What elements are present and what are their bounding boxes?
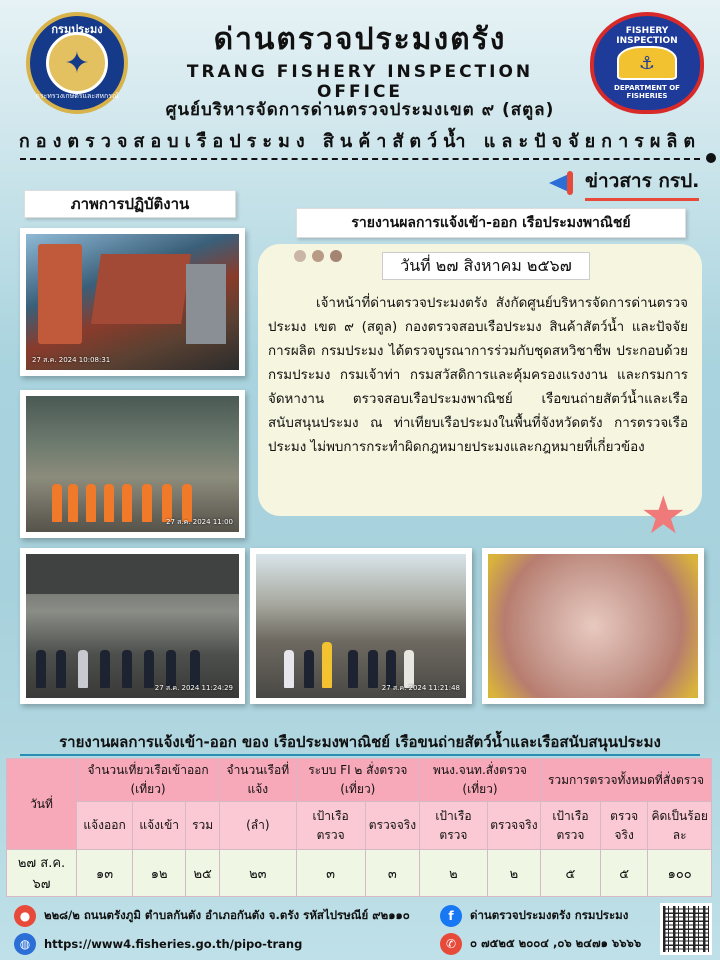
wing-emblem-icon: ⚓ — [617, 46, 677, 80]
center-name: ศูนย์บริหารจัดการด่านตรวจประมงเขต ๙ (สตูล) — [165, 100, 555, 120]
facebook-icon: f — [440, 905, 462, 927]
header-total: รวมการตรวจทั้งหมดที่สั่งตรวจ — [540, 759, 711, 802]
subheader-unit: (ลำ) — [220, 802, 296, 850]
photo-shrimp-catch — [482, 548, 704, 704]
section-label-report: รายงานผลการแจ้งเข้า-ออก เรือประมงพาณิชย์ — [296, 208, 686, 238]
cell-in: ๑๒ — [133, 850, 186, 897]
logo-left-sublabel: กระทรวงเกษตรและสหกรณ์ — [35, 92, 119, 100]
subheader-fi-actual: ตรวจจริง — [365, 802, 419, 850]
section-label-photos: ภาพการปฏิบัติงาน — [24, 190, 236, 218]
megaphone-icon — [545, 168, 579, 198]
report-date: วันที่ ๒๗ สิงหาคม ๒๕๖๗ — [382, 252, 590, 280]
subheader-officer-actual: ตรวจจริง — [487, 802, 540, 850]
header-divider — [20, 158, 700, 160]
phone-icon: ✆ — [440, 933, 462, 955]
cell-total-actual: ๕ — [600, 850, 647, 897]
report-body: เจ้าหน้าที่ด่านตรวจประมงตรัง สังกัดศูนย์บริหารจัดการด่านตรวจประมง เขต ๙ (สตูล) กองตรวจสอบเรือประมง สินค้าสัตว์น้ำ และปัจจัยการผลิต กรมประมง ได้ตรวจบูรณาการร่วมกับชุดสหวิชาชีพ ประกอบด้วย กรมประมง กรมเจ้าท่า กรมสวัสดิการและคุ้มครองแรงงาน และกรมการจัดหางาน ตรวจสอบเรือประมงพาณิชย์ เรือขนถ่ายสัตว์น้ำและเรือสนับสนุนประมง ณ ท่าเทียบเรือประมงในพื้นที่จังหวัดตรัง การตรวจเรือประมง ไม่พบการกระทำผิดกฎหมายประมงและกฎหมายที่เกี่ยวข้อง — [268, 296, 688, 455]
subheader-total-actual: ตรวจจริง — [600, 802, 647, 850]
qr-code[interactable] — [660, 903, 712, 955]
subheader-percent: คิดเป็นร้อยละ — [648, 802, 712, 850]
subheader-sum: รวม — [186, 802, 220, 850]
table-row — [7, 850, 712, 897]
photo-team-on-pier — [20, 390, 245, 538]
photo-timestamp: 27 ส.ค. 2024 11:24:29 — [154, 684, 233, 692]
cell-total-target: ๕ — [540, 850, 600, 897]
photo-officers-group — [20, 548, 245, 704]
divider-end-dot — [706, 153, 716, 163]
footer-website[interactable] — [14, 932, 434, 956]
cell-percent: ๑๐๐ — [648, 850, 712, 897]
footer-phone — [440, 932, 660, 956]
cell-officer-actual: ๒ — [487, 850, 540, 897]
fishery-inspection-logo — [590, 12, 704, 114]
address-text: ๒๒๘/๒ ถนนตรังภูมิ ตำบลกันตัง อำเภอกันตัง จ.ตรัง รหัสไปรษณีย์ ๙๒๑๑๐ — [44, 908, 410, 922]
website-link[interactable]: https://www4.fisheries.go.th/pipo-trang — [44, 937, 303, 951]
news-tag — [545, 166, 705, 200]
cell-out: ๑๓ — [77, 850, 133, 897]
page-title-english: TRANG FISHERY INSPECTION OFFICE — [186, 62, 534, 102]
footer-facebook[interactable] — [440, 904, 660, 928]
cell-fi-target: ๓ — [296, 850, 365, 897]
photo-timestamp: 27 ส.ค. 2024 11:00 — [166, 518, 233, 526]
subheader-in: แจ้งเข้า — [133, 802, 186, 850]
phone-number: ๐ ๗๕๒๕ ๒๐๐๔ ,๐๖ ๒๔๗๑ ๖๖๖๖ — [470, 936, 642, 950]
header-officer: พนง.จนท.สั่งตรวจ (เที่ยว) — [420, 759, 541, 802]
facebook-page[interactable]: ด่านตรวจประมงตรัง กรมประมง — [470, 908, 629, 922]
header-boats: จำนวนเรือที่แจ้ง — [220, 759, 296, 802]
header-trips: จำนวนเที่ยวเรือเข้าออก (เที่ยว) — [77, 759, 220, 802]
subheader-officer-target: เป้าเรือตรวจ — [420, 802, 488, 850]
subheader-total-target: เป้าเรือตรวจ — [540, 802, 600, 850]
photo-timestamp: 27 ส.ค. 2024 11:21:48 — [381, 684, 460, 692]
cell-boats: ๒๓ — [220, 850, 296, 897]
photo-boat-inspection — [20, 228, 245, 376]
emblem-icon: ✦ — [46, 32, 108, 94]
photo-timestamp: 27 ส.ค. 2024 10:08:31 — [32, 356, 111, 364]
page-title: ด่านตรวจประมงตรัง — [213, 22, 507, 57]
photo-briefing — [250, 548, 472, 704]
globe-icon: ◍ — [14, 933, 36, 955]
header-fi: ระบบ FI ๒ สั่งตรวจ (เที่ยว) — [296, 759, 420, 802]
division-name: กองตรวจสอบเรือประมง สินค้าสัตว์น้ำ และปัจจัยการผลิต — [18, 131, 702, 152]
footer-address — [14, 904, 444, 928]
subheader-fi-target: เป้าเรือตรวจ — [296, 802, 365, 850]
inspection-table — [6, 758, 712, 897]
starfish-icon: ★ — [640, 486, 687, 546]
logo-left-label: กรมประมง — [51, 23, 103, 36]
cell-sum: ๒๕ — [186, 850, 220, 897]
header-date: วันที่ — [7, 759, 77, 850]
logo-right-bottom-label: DEPARTMENT OF FISHERIES — [614, 84, 680, 100]
table-title: รายงานผลการแจ้งเข้า-ออก ของ เรือประมงพาณิชย์ เรือขนถ่ายสัตว์น้ำและเรือสนับสนุนประมง — [20, 730, 700, 756]
news-label: ข่าวสาร กรป. — [585, 166, 699, 201]
subheader-out: แจ้งออก — [77, 802, 133, 850]
cell-fi-actual: ๓ — [365, 850, 419, 897]
map-pin-icon: ● — [14, 905, 36, 927]
cell-officer-target: ๒ — [420, 850, 488, 897]
cell-date: ๒๗ ส.ค. ๖๗ — [7, 850, 77, 897]
logo-right-top-label: FISHERY INSPECTION — [616, 26, 678, 46]
decorative-dots — [294, 250, 342, 262]
